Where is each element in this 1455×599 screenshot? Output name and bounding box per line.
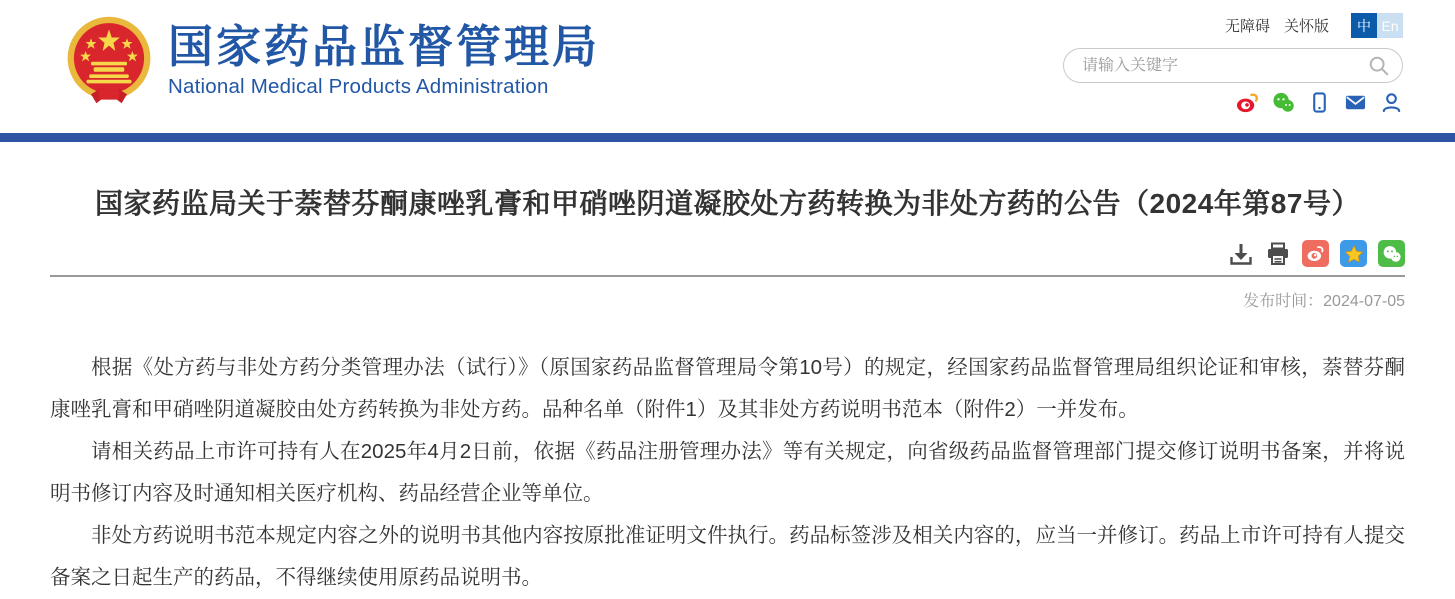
search-input[interactable] xyxy=(1082,57,1368,75)
download-icon[interactable] xyxy=(1228,241,1254,267)
page-title: 国家药监局关于萘替芬酮康唑乳膏和甲硝唑阴道凝胶处方药转换为非处方药的公告（2024年第87号） xyxy=(95,188,1360,219)
agency-name-cn: 国家药品监督管理局 xyxy=(168,20,601,72)
paragraph: 请相关药品上市许可持有人在2025年4月2日前，依据《药品注册管理办法》等有关规定，向省级药品监督管理部门提交修订说明书备案，并将说明书修订内容及时通知相关医疗机构、药品经营企业等单位。 xyxy=(50,440,1405,505)
user-icon[interactable] xyxy=(1380,91,1403,114)
accessibility-link[interactable]: 无障碍 xyxy=(1224,18,1270,35)
search-box[interactable] xyxy=(1063,48,1403,83)
lang-en-button[interactable]: En xyxy=(1377,13,1403,38)
publish-time-label: 发布时间： xyxy=(1243,293,1324,310)
mobile-icon[interactable] xyxy=(1308,91,1331,114)
print-icon[interactable] xyxy=(1265,241,1291,267)
article-body xyxy=(50,347,1405,599)
top-links xyxy=(1225,13,1403,38)
care-version-link[interactable]: 关怀版 xyxy=(1283,18,1329,35)
paragraph: 根据《处方药与非处方药分类管理办法（试行）》（原国家药品监督管理局令第10号）的规定，经国家药品监督管理局组织论证和审核，萘替芬酮康唑乳膏和甲硝唑阴道凝胶由处方药转换为非处方药。品种名单（附件1）及其非处方药说明书范本（附件2）一并发布。 xyxy=(50,356,1405,421)
language-toggle xyxy=(1351,13,1403,38)
site-header xyxy=(0,0,1455,133)
agency-name xyxy=(168,21,600,100)
social-icons xyxy=(1236,91,1403,114)
search-icon[interactable] xyxy=(1368,55,1390,77)
wechat-share-icon[interactable] xyxy=(1378,240,1405,267)
qzone-share-icon[interactable] xyxy=(1340,240,1367,267)
paragraph: 非处方药说明书范本规定内容之外的说明书其他内容按原批准证明文件执行。药品标签涉及相关内容的，应当一并修订。药品上市许可持有人提交备案之日起生产的药品，不得继续使用原药品说明书。 xyxy=(50,524,1405,589)
email-icon[interactable] xyxy=(1344,91,1367,114)
publish-date: 2024-07-05 xyxy=(1323,293,1405,310)
weibo-share-icon[interactable] xyxy=(1302,240,1329,267)
weibo-icon[interactable] xyxy=(1236,91,1259,114)
header-divider-band xyxy=(0,133,1455,142)
national-emblem-icon xyxy=(64,14,154,106)
publish-time xyxy=(50,288,1405,311)
wechat-icon[interactable] xyxy=(1272,91,1295,114)
lang-zh-button[interactable]: 中 xyxy=(1351,13,1377,38)
site-logo[interactable] xyxy=(64,14,600,106)
title-divider xyxy=(50,275,1405,277)
article-tools xyxy=(50,240,1405,267)
article-container xyxy=(0,182,1455,599)
agency-name-en: National Medical Products Administration xyxy=(168,75,549,99)
